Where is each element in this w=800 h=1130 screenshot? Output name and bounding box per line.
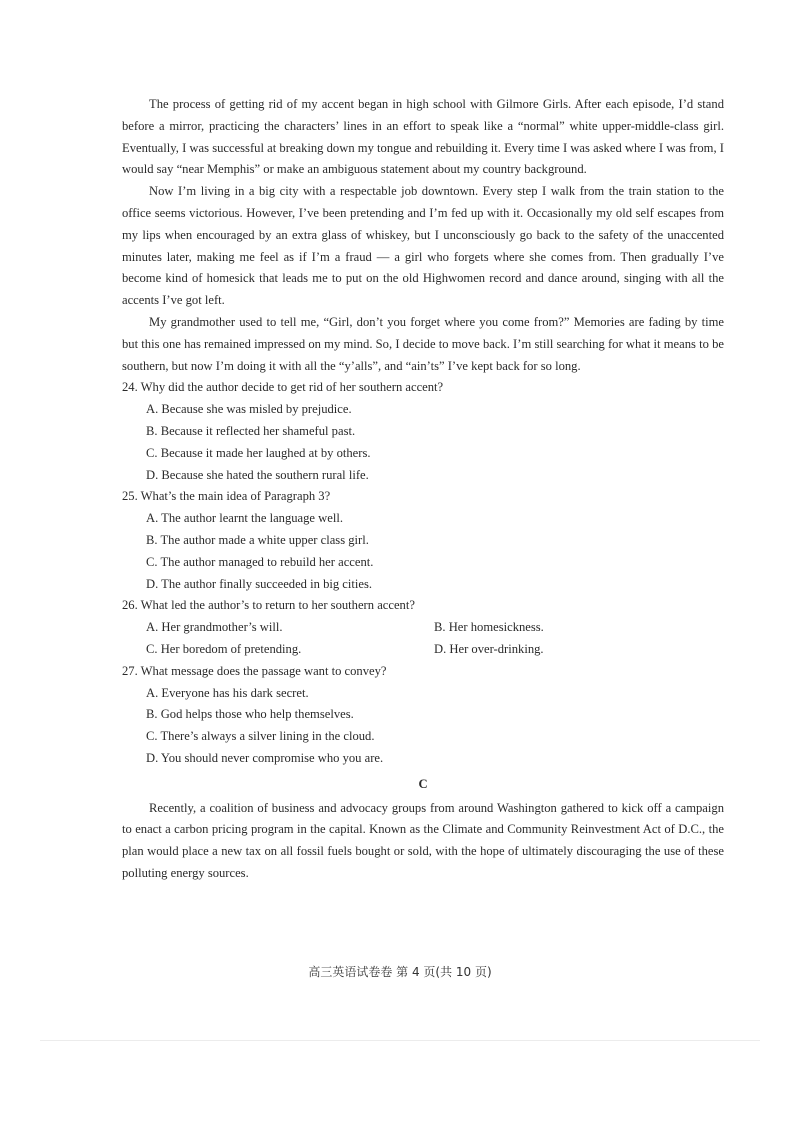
question-26-options-row-2 [122, 639, 724, 661]
question-26-option-c: C. Her boredom of pretending. [146, 641, 302, 656]
question-26-option-b: B. Her homesickness. [434, 620, 544, 635]
passage-b-paragraph-3: My grandmother used to tell me, “Girl, don’t you forget where you come from?” Memories are fading by time but this one has remained impressed on my mind. So, I decide to move back. I’m still searching for what it means to be southern, but now I’m doing it with all the “y’alls”, and “ain’ts” I’ve kept back for so long. [122, 314, 724, 373]
question-25-option-a: A. The author learnt the language well. [146, 511, 343, 526]
passage-b-paragraph-1: The process of getting rid of my accent began in high school with Gilmore Girls. After each episode, I’d stand before a mirror, practicing the characters’ lines in an effort to speak like a “normal” white upper-middle-class girl. Eventually, I was successful at breaking down my tongue and rebuilding it. Every time I was asked where I was from, I would say “near Memphis” or make an ambiguous statement about my country background. [122, 97, 724, 177]
question-26-options-row-1 [122, 617, 724, 639]
question-24-option-c: C. Because it made her laughed at by others. [146, 445, 371, 460]
question-26-option-d: D. Her over-drinking. [434, 641, 544, 656]
page-footer: 高三英语试卷卷 第 4 页(共 10 页) [308, 965, 492, 979]
question-24-option-a: A. Because she was misled by prejudice. [146, 402, 352, 417]
page-content [122, 94, 724, 885]
question-26-stem: 26. What led the author’s to return to her southern accent? [122, 598, 415, 613]
bottom-divider [40, 1040, 760, 1041]
question-24-option-d: D. Because she hated the southern rural life. [146, 467, 369, 482]
question-27-option-d: D. You should never compromise who you are. [146, 750, 384, 765]
question-24-stem: 24. Why did the author decide to get rid of her southern accent? [122, 380, 444, 395]
question-27-option-c: C. There’s always a silver lining in the cloud. [146, 729, 375, 744]
question-27-option-b: B. God helps those who help themselves. [146, 707, 354, 722]
section-c-heading: C [418, 776, 428, 791]
question-24-option-b: B. Because it reflected her shameful past. [146, 423, 356, 438]
passage-c-paragraph-1: Recently, a coalition of business and advocacy groups from around Washington gathered to kick off a campaign to enact a carbon pricing program in the capital. Known as the Climate and Community Reinvestment Act of D.C., the plan would place a new tax on all fossil fuels bought or sold, with the hope of ultimately discouraging the use of these polluting energy sources. [122, 800, 724, 880]
passage-b-paragraph-2: Now I’m living in a big city with a respectable job downtown. Every step I walk from the train station to the office seems victorious. However, I’ve been pretending and I’m fed up with it. Occasionally my old self escapes from my lips when encouraged by an extra glass of whiskey, but I unconsciously go back to the safety of the unaccented minutes later, making me feel as if I’m a fraud — a girl who forgets where she comes from. Then gradually I’ve become kind of homesick that leads me to put on the old Highwomen record and dance around, singing with all the accents I’ve got left. [122, 184, 724, 308]
question-25-option-b: B. The author made a white upper class girl. [146, 532, 369, 547]
question-27-option-a: A. Everyone has his dark secret. [146, 685, 309, 700]
question-27-stem: 27. What message does the passage want to convey? [122, 663, 387, 678]
question-25-option-c: C. The author managed to rebuild her accent. [146, 554, 374, 569]
question-25-option-d: D. The author finally succeeded in big cities. [146, 576, 373, 591]
question-25-stem: 25. What’s the main idea of Paragraph 3? [122, 489, 331, 504]
question-26-option-a: A. Her grandmother’s will. [146, 620, 283, 635]
